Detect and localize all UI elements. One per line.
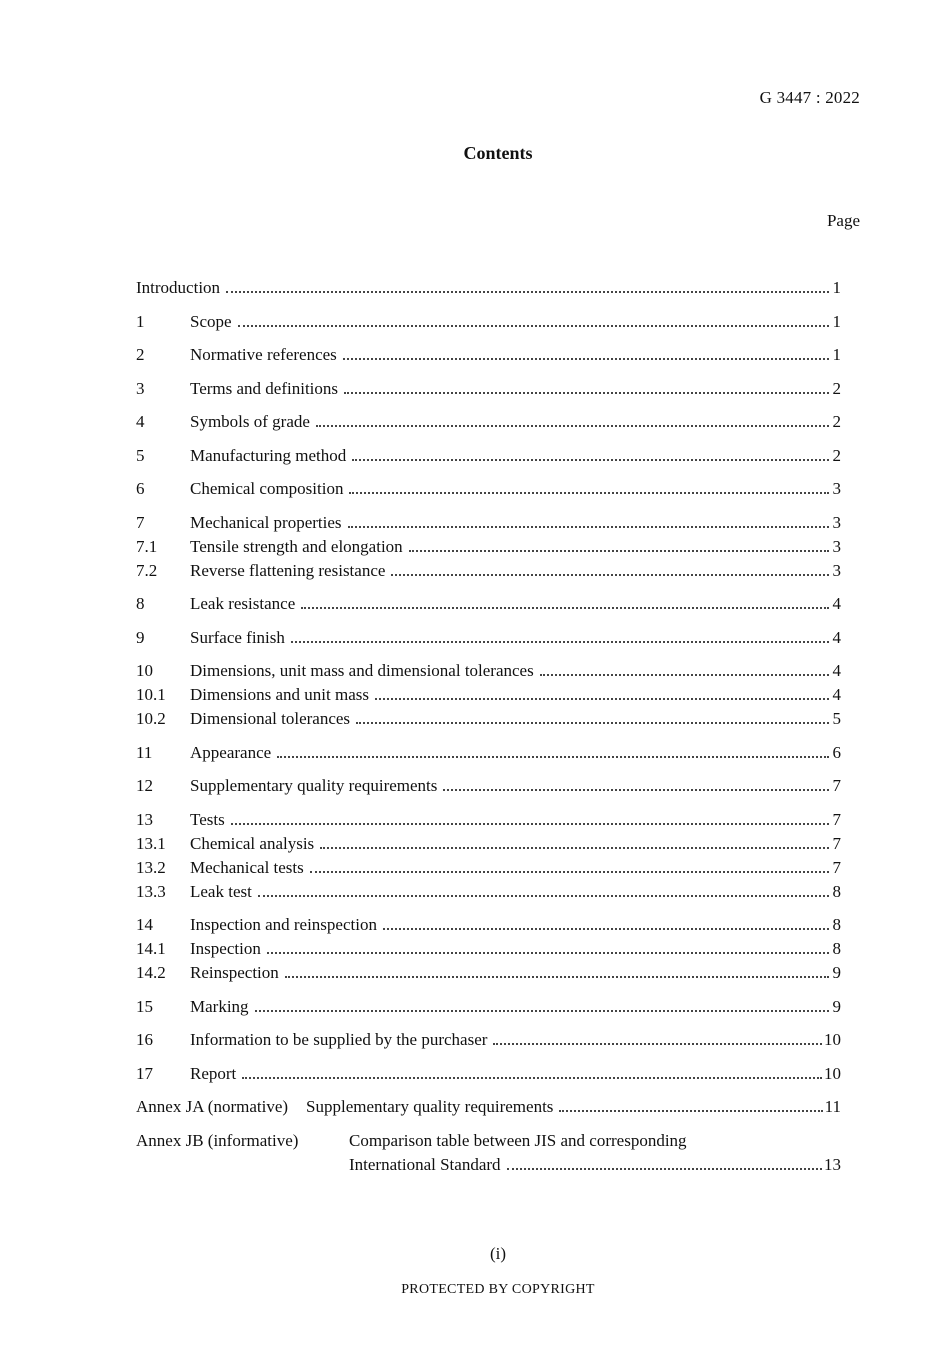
toc-entry-number: 16 xyxy=(136,1030,153,1049)
dot-leader xyxy=(383,928,829,930)
toc-entry-number: 3 xyxy=(136,378,145,398)
toc-entry-title: Manufacturing method xyxy=(190,445,347,465)
dot-leader xyxy=(343,358,829,360)
toc-entry-title: Dimensions, unit mass and dimensional tolerances xyxy=(190,661,534,680)
toc-row[interactable] xyxy=(136,343,841,367)
toc-entry-title: Supplementary quality requirements xyxy=(190,776,438,795)
toc-entry-title: Reverse flattening resistance xyxy=(190,560,386,580)
toc-entry-title: Chemical analysis xyxy=(190,833,315,853)
toc-entry-title: Dimensions and unit mass xyxy=(190,685,369,704)
toc-entry-page: 4 xyxy=(832,685,841,704)
toc-group xyxy=(136,444,841,468)
toc-entry-page: 7 xyxy=(832,809,841,829)
toc-entry-number: 1 xyxy=(136,311,145,331)
toc-entry-title-line1: Comparison table between JIS and corresponding xyxy=(349,1130,687,1150)
toc-entry-number: 15 xyxy=(136,996,153,1016)
toc-row[interactable] xyxy=(136,1062,841,1086)
dot-leader xyxy=(238,325,829,327)
toc-entry-number: 14 xyxy=(136,915,153,934)
toc-entry-page: 1 xyxy=(832,311,841,331)
toc-row[interactable] xyxy=(136,535,841,559)
dot-leader xyxy=(231,823,829,825)
dot-leader xyxy=(493,1043,822,1045)
toc-entry-page: 1 xyxy=(832,345,841,364)
dot-leader xyxy=(316,425,829,427)
toc-entry-title-line2: International Standard xyxy=(349,1154,501,1174)
toc-entry-page: 2 xyxy=(832,378,841,398)
toc-group xyxy=(136,659,841,731)
toc-entry-page: 5 xyxy=(832,709,841,728)
toc-group xyxy=(136,808,841,904)
toc-entry-page: 7 xyxy=(832,833,841,853)
toc-entry-page: 3 xyxy=(832,512,841,532)
toc-entry-page: 4 xyxy=(832,661,841,680)
toc-row[interactable] xyxy=(136,444,841,468)
toc-entry-page: 10 xyxy=(824,1063,841,1083)
toc-entry-page: 3 xyxy=(832,536,841,556)
dot-leader xyxy=(344,392,829,394)
toc-row[interactable] xyxy=(136,1153,841,1177)
toc-row[interactable] xyxy=(136,961,841,985)
toc-entry-number: 7 xyxy=(136,512,145,532)
toc-group xyxy=(136,410,841,434)
toc-group xyxy=(136,343,841,367)
toc-entry-number: 7.2 xyxy=(136,560,158,580)
toc-entry-page: 11 xyxy=(824,1097,841,1116)
toc-entry-page: 9 xyxy=(832,963,841,982)
toc-entry-number: 13 xyxy=(136,809,153,829)
toc-annex-jb xyxy=(136,1129,841,1177)
annex-label: Annex JA (normative) xyxy=(136,1097,289,1116)
toc-entry-page: 8 xyxy=(832,881,841,901)
toc-row[interactable] xyxy=(136,626,841,650)
toc-entry-page: 13 xyxy=(824,1154,841,1174)
toc-entry-title: Marking xyxy=(190,996,249,1016)
toc-row[interactable] xyxy=(136,856,841,880)
toc-entry-number: 9 xyxy=(136,627,145,647)
toc-entry-title: Normative references xyxy=(190,345,337,364)
dot-leader xyxy=(409,550,829,552)
toc-row[interactable] xyxy=(136,511,841,535)
toc-row[interactable] xyxy=(136,683,841,707)
toc-entry-title: Tensile strength and elongation xyxy=(190,536,403,556)
toc-group xyxy=(136,1062,841,1086)
toc-entry-title: Terms and definitions xyxy=(190,378,339,398)
toc-row[interactable] xyxy=(136,276,841,300)
dot-leader xyxy=(352,459,829,461)
toc-entry-page: 3 xyxy=(832,479,841,498)
toc-entry-page: 7 xyxy=(832,857,841,877)
toc-group xyxy=(136,774,841,798)
toc-row[interactable] xyxy=(136,410,841,434)
toc-row[interactable] xyxy=(136,808,841,832)
toc-sections xyxy=(136,310,841,1086)
dot-leader xyxy=(356,722,829,724)
dot-leader xyxy=(242,1077,822,1079)
toc-entry-title: Introduction xyxy=(136,278,221,297)
dot-leader xyxy=(443,789,829,791)
document-number: G 3447 : 2022 xyxy=(759,88,860,107)
toc-entry-title: Scope xyxy=(190,311,232,331)
toc-entry-title: Mechanical properties xyxy=(190,512,342,532)
dot-leader xyxy=(291,641,829,643)
dot-leader xyxy=(255,1010,829,1012)
toc-entry-title: Inspection xyxy=(190,939,261,958)
dot-leader xyxy=(375,698,829,700)
toc-row[interactable] xyxy=(136,774,841,798)
toc-entry-page: 9 xyxy=(832,996,841,1016)
toc-entry-number: 14.1 xyxy=(136,939,166,958)
toc-group xyxy=(136,913,841,985)
toc-entry-number: 13.3 xyxy=(136,881,166,901)
page-title: Contents xyxy=(463,143,533,163)
toc-row[interactable] xyxy=(136,592,841,616)
toc-entry-page: 1 xyxy=(832,278,841,297)
toc-entry-title: Tests xyxy=(190,809,225,829)
dot-leader xyxy=(285,976,829,978)
toc-group xyxy=(136,592,841,616)
toc-entry-page: 4 xyxy=(832,627,841,647)
dot-leader xyxy=(301,607,829,609)
toc-group xyxy=(136,511,841,583)
toc-entry-title: Dimensional tolerances xyxy=(190,709,351,728)
toc-entry-number: 8 xyxy=(136,594,145,613)
dot-leader xyxy=(507,1168,822,1170)
dot-leader xyxy=(540,674,829,676)
toc-row[interactable] xyxy=(136,913,841,937)
copyright-notice: PROTECTED BY COPYRIGHT xyxy=(401,1282,595,1297)
toc-entry-title: Information to be supplied by the purchaser xyxy=(190,1030,488,1049)
toc-row[interactable] xyxy=(136,741,841,765)
toc-introduction xyxy=(136,276,841,300)
toc-group xyxy=(136,741,841,765)
toc-entry-title: Inspection and reinspection xyxy=(190,915,377,934)
toc-entry-title: Supplementary quality requirements xyxy=(306,1097,554,1116)
page-number: (i) xyxy=(489,1244,507,1263)
toc-entry-title: Leak resistance xyxy=(190,594,296,613)
toc-row[interactable] xyxy=(136,707,841,731)
toc-row[interactable] xyxy=(136,477,841,501)
toc-group xyxy=(136,1028,841,1052)
toc-entry-number: 17 xyxy=(136,1063,153,1083)
toc-entry-title: Report xyxy=(190,1063,237,1083)
dot-leader xyxy=(226,291,829,293)
dot-leader xyxy=(258,895,829,897)
toc-row[interactable] xyxy=(136,1129,841,1153)
toc-entry-title: Reinspection xyxy=(190,963,279,982)
toc-entry-number: 12 xyxy=(136,776,153,795)
toc-entry-number: 13.1 xyxy=(136,833,166,853)
toc-entry-number: 10.2 xyxy=(136,709,166,728)
toc-row[interactable] xyxy=(136,880,841,904)
toc-group xyxy=(136,377,841,401)
toc-entry-number: 13.2 xyxy=(136,857,166,877)
dot-leader xyxy=(310,871,829,873)
toc-row[interactable] xyxy=(136,832,841,856)
toc-group xyxy=(136,626,841,650)
dot-leader xyxy=(320,847,829,849)
dot-leader xyxy=(267,952,829,954)
toc-entry-page: 2 xyxy=(832,445,841,465)
toc-row[interactable] xyxy=(136,995,841,1019)
toc-entry-number: 2 xyxy=(136,345,145,364)
toc-entry-title: Chemical composition xyxy=(190,479,344,498)
toc-entry-title: Appearance xyxy=(190,742,272,762)
toc-entry-number: 7.1 xyxy=(136,536,158,556)
dot-leader xyxy=(559,1110,822,1112)
toc-row[interactable] xyxy=(136,937,841,961)
toc-row[interactable] xyxy=(136,377,841,401)
dot-leader xyxy=(348,526,829,528)
toc-group xyxy=(136,477,841,501)
toc-annex-ja xyxy=(136,1095,841,1119)
page-column-label: Page xyxy=(826,211,860,230)
toc-group xyxy=(136,310,841,334)
toc-entry-number: 6 xyxy=(136,479,145,498)
toc-entry-number: 14.2 xyxy=(136,963,166,982)
toc-row[interactable] xyxy=(136,1095,841,1119)
toc-entry-page: 2 xyxy=(832,412,841,431)
toc-entry-number: 10.1 xyxy=(136,685,166,704)
toc-row[interactable] xyxy=(136,310,841,334)
toc-entry-number: 4 xyxy=(136,412,145,431)
toc-entry-page: 6 xyxy=(832,742,841,762)
toc-entry-title: Surface finish xyxy=(190,627,285,647)
toc-entry-title: Mechanical tests xyxy=(190,857,304,877)
toc-row[interactable] xyxy=(136,559,841,583)
toc-entry-title: Symbols of grade xyxy=(190,412,310,431)
annex-label: Annex JB (informative) xyxy=(136,1130,299,1150)
toc-entry-page: 4 xyxy=(832,594,841,613)
toc-entry-page: 7 xyxy=(832,776,841,795)
dot-leader xyxy=(349,492,829,494)
toc-entry-page: 3 xyxy=(832,560,841,580)
dot-leader xyxy=(277,756,829,758)
toc-entry-title: Leak test xyxy=(190,881,252,901)
toc-entry-page: 8 xyxy=(832,915,841,934)
toc-entry-page: 10 xyxy=(824,1030,841,1049)
toc-group xyxy=(136,995,841,1019)
toc-entry-page: 8 xyxy=(832,939,841,958)
dot-leader xyxy=(391,574,829,576)
table-of-contents xyxy=(136,276,841,1186)
toc-row[interactable] xyxy=(136,659,841,683)
toc-entry-number: 5 xyxy=(136,445,145,465)
toc-entry-number: 10 xyxy=(136,661,153,680)
toc-entry-number: 11 xyxy=(136,742,153,762)
toc-row[interactable] xyxy=(136,1028,841,1052)
